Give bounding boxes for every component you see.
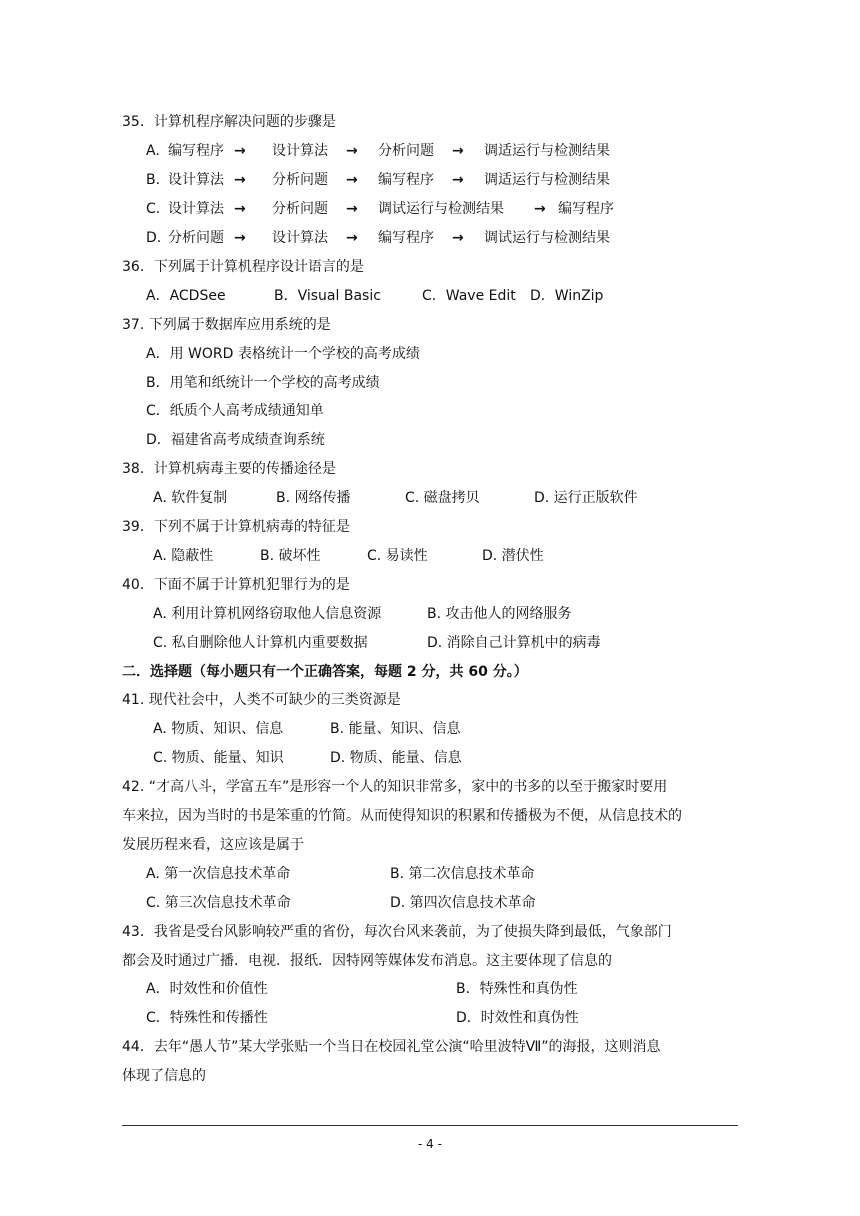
q35-option-a (146, 141, 610, 161)
q37-option-a: A．用 WORD 表格统计一个学校的高考成绩 (146, 346, 420, 362)
arrow-icon: → (346, 201, 358, 217)
step: 编写程序 (378, 230, 434, 246)
q42-stem-line: 42. “才高八斗，学富五车”是形容一个人的知识非常多，家中的书多的以至于搬家时要用 (122, 779, 668, 795)
q42-option-b: B. 第二次信息技术革命 (390, 866, 535, 882)
q39-option-b: B. 破坏性 (260, 548, 321, 564)
step: 设计算法 (272, 230, 328, 246)
q41-option-c: C. 物质、能量、知识 (153, 750, 284, 766)
q43-option-a: A．时效性和价值性 (146, 981, 268, 997)
arrow-icon: → (234, 201, 246, 217)
q42-stem-line: 发展历程来看，这应该是属于 (122, 837, 304, 853)
option-letter: A. (146, 143, 160, 159)
q35-option-d (146, 228, 610, 248)
q40-option-c: C. 私自删除他人计算机内重要数据 (153, 635, 368, 651)
q44-stem-line: 体现了信息的 (122, 1068, 206, 1084)
q43-stem-line: 都会及时通过广播．电视．报纸．因特网等媒体发布消息。这主要体现了信息的 (122, 953, 612, 969)
q37-option-d: D．福建省高考成绩查询系统 (146, 432, 325, 448)
q44-stem-line: 44．去年“愚人节”某大学张贴一个当日在校园礼堂公演“哈里波特Ⅶ”的海报，这则消息 (122, 1039, 661, 1055)
arrow-icon: → (452, 230, 464, 246)
q42-option-a: A. 第一次信息技术革命 (146, 866, 291, 882)
q37-option-c: C．纸质个人高考成绩通知单 (146, 403, 324, 419)
option-letter: D. (146, 230, 162, 246)
q37-stem: 37. 下列属于数据库应用系统的是 (122, 317, 331, 333)
arrow-icon: → (346, 230, 358, 246)
step: 调适运行与检测结果 (484, 143, 610, 159)
q36-stem: 36．下列属于计算机程序设计语言的是 (122, 259, 364, 275)
step: 分析问题 (168, 230, 224, 246)
page-number: - 4 - (418, 1137, 442, 1151)
step: 设计算法 (168, 201, 224, 217)
arrow-icon: → (346, 172, 358, 188)
q43-option-b: B．特殊性和真伪性 (456, 981, 578, 997)
q38-option-d: D. 运行正版软件 (534, 490, 638, 506)
q39-option-d: D. 潜伏性 (482, 548, 544, 564)
step: 编写程序 (558, 201, 614, 217)
q38-option-b: B. 网络传播 (276, 490, 351, 506)
step: 设计算法 (168, 172, 224, 188)
option-letter: B. (146, 172, 161, 188)
q35-stem: 35．计算机程序解决问题的步骤是 (122, 114, 336, 130)
step: 编写程序 (378, 172, 434, 188)
step: 编写程序 (168, 143, 224, 159)
step: 调适运行与检测结果 (484, 172, 610, 188)
q40-option-b: B. 攻击他人的网络服务 (427, 606, 572, 622)
step: 调试运行与检测结果 (378, 201, 504, 217)
q35-option-c (146, 199, 614, 219)
q41-stem: 41. 现代社会中，人类不可缺少的三类资源是 (122, 692, 401, 708)
q43-stem-line: 43．我省是受台风影响较严重的省份，每次台风来袭前，为了使损失降到最低，气象部门 (122, 924, 672, 940)
q40-stem: 40．下面不属于计算机犯罪行为的是 (122, 577, 350, 593)
step: 分析问题 (272, 172, 328, 188)
q39-option-a: A. 隐蔽性 (153, 548, 214, 564)
arrow-icon: → (346, 143, 358, 159)
q40-option-a: A. 利用计算机网络窃取他人信息资源 (153, 606, 382, 622)
q42-option-d: D. 第四次信息技术革命 (390, 895, 536, 911)
footer-divider (122, 1125, 738, 1126)
option-letter: C. (146, 201, 161, 217)
step: 分析问题 (378, 143, 434, 159)
q38-option-a: A. 软件复制 (153, 490, 228, 506)
q42-option-c: C. 第三次信息技术革命 (146, 895, 291, 911)
arrow-icon: → (234, 172, 246, 188)
q40-option-d: D. 消除自己计算机中的病毒 (427, 635, 601, 651)
q35-option-b (146, 170, 610, 190)
arrow-icon: → (452, 172, 464, 188)
q39-option-c: C. 易读性 (367, 548, 428, 564)
q36-option-b: B．Visual Basic (274, 288, 381, 304)
q41-option-a: A. 物质、知识、信息 (153, 721, 284, 737)
q43-option-c: C．特殊性和传播性 (146, 1010, 268, 1026)
q38-option-c: C. 磁盘拷贝 (405, 490, 480, 506)
q38-stem: 38．计算机病毒主要的传播途径是 (122, 461, 336, 477)
arrow-icon: → (452, 143, 464, 159)
q36-option-a: A．ACDSee (146, 288, 226, 304)
q36-option-d: D．WinZip (530, 288, 604, 304)
q41-option-d: D. 物质、能量、信息 (330, 750, 462, 766)
step: 设计算法 (272, 143, 328, 159)
q42-stem-line: 车来拉，因为当时的书是笨重的竹简。从而使得知识的积累和传播极为不便，从信息技术的 (122, 808, 682, 824)
q36-option-c: C．Wave Edit (422, 288, 516, 304)
q39-stem: 39．下列不属于计算机病毒的特征是 (122, 519, 350, 535)
section-heading: 二．选择题（每小题只有一个正确答案，每题 2 分，共 60 分。） (122, 664, 528, 680)
arrow-icon: → (234, 230, 246, 246)
arrow-icon: → (234, 143, 246, 159)
q37-option-b: B．用笔和纸统计一个学校的高考成绩 (146, 375, 380, 391)
arrow-icon: → (534, 201, 546, 217)
q41-option-b: B. 能量、知识、信息 (330, 721, 461, 737)
q43-option-d: D．时效性和真伪性 (456, 1010, 579, 1026)
step: 分析问题 (272, 201, 328, 217)
step: 调试运行与检测结果 (484, 230, 610, 246)
